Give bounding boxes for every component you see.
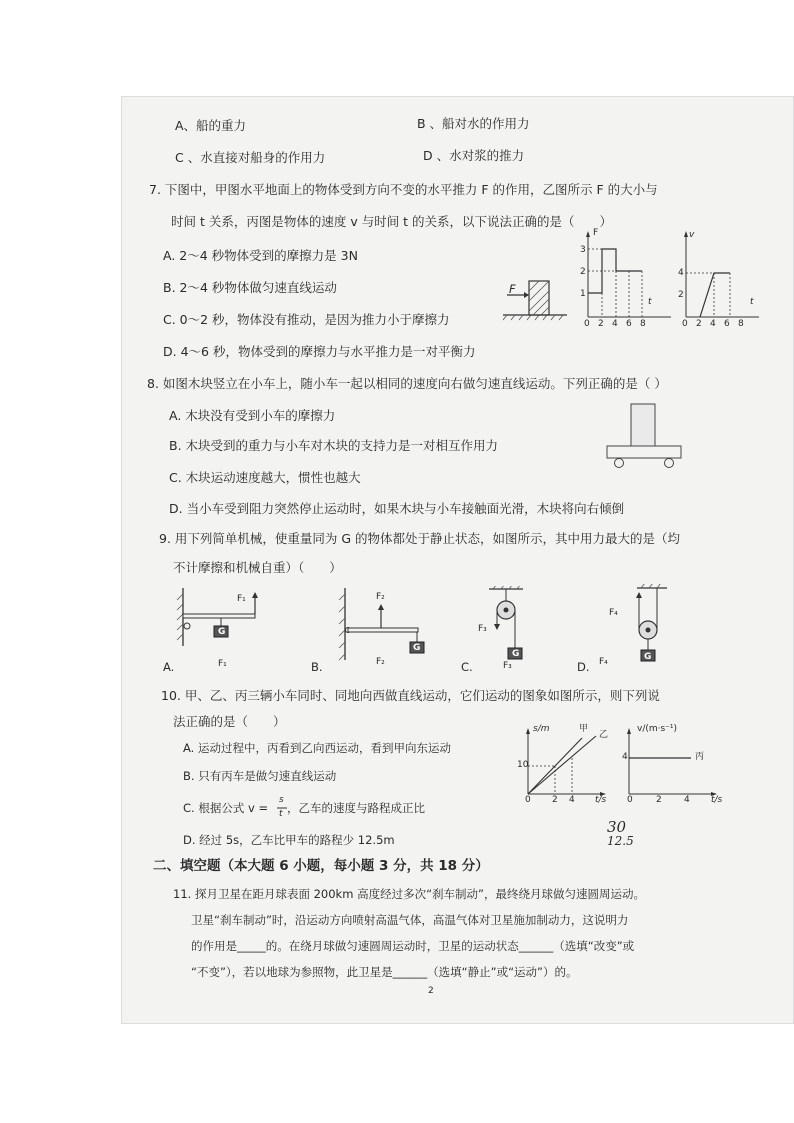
q10-v-graph-xtick: 4: [684, 795, 690, 805]
q9-b-label: B.: [311, 660, 323, 674]
q9-d-label: D.: [577, 660, 590, 674]
q7-f-graph-xlabel: t: [648, 297, 652, 307]
q9-b-force-bottom: F₂: [376, 657, 385, 667]
q10-option-c-numerator: s: [279, 795, 284, 805]
q9-c-weight-label: G: [512, 649, 520, 659]
q9-d-force-label: F₄: [609, 608, 618, 618]
q7-f-graph-ylabel: F: [593, 228, 599, 238]
q9-c-label: C.: [461, 660, 473, 674]
q6-option-a: A、船的重力: [175, 118, 247, 133]
q10-s-graph-xtick: 0: [525, 795, 531, 805]
q8-option-a: A. 木块没有受到小车的摩擦力: [169, 408, 336, 423]
q9-stem-line1: 9. 用下列简单机械，使重量同为 G 的物体都处于静止状态，如图所示，其中用力最大的是（均: [159, 531, 681, 546]
q10-stem-line1: 10. 甲、乙、丙三辆小车同时、同地向西做直线运动，它们运动的图象如图所示，则下列说: [161, 688, 660, 703]
q7-stem-line2: 时间 t 关系，丙图是物体的速度 v 与时间 t 的关系，以下说法正确的是（ ）: [171, 214, 613, 229]
q7-stem-line1: 7. 下图中，甲图水平地面上的物体受到方向不变的水平推力 F 的作用，乙图所示 F 的大小与: [149, 182, 658, 197]
q10-line-yi-label: 乙: [599, 730, 609, 740]
q10-option-d: D. 经过 5s，乙车比甲车的路程少 12.5m: [183, 833, 395, 847]
q6-option-b: B 、船对水的作用力: [417, 116, 530, 131]
q10-v-graph-xlabel: t/s: [711, 795, 723, 805]
q7-option-b: B. 2～4 秒物体做匀速直线运动: [163, 280, 337, 295]
q7-f-graph-xtick: 2: [598, 319, 604, 329]
q10-s-graph-ylabel: s/m: [533, 724, 550, 734]
q10-s-graph-xtick: 4: [569, 795, 575, 805]
q9-a-force-label: F₁: [237, 594, 246, 604]
q7-f-graph-xtick: 8: [640, 319, 646, 329]
q10-option-c-suffix: ，乙车的速度与路程成正比: [287, 801, 425, 815]
q10-option-a: A. 运动过程中，丙看到乙向西运动，看到甲向东运动: [183, 741, 451, 755]
q7-f-graph-xtick: 0: [584, 319, 590, 329]
handwritten-note-30: 30: [607, 818, 627, 836]
q10-option-b: B. 只有丙车是做匀速直线运动: [183, 769, 337, 783]
q9-b-force-label: F₂: [376, 592, 385, 602]
q9-b-weight-label: G: [413, 643, 421, 653]
q8-cart-figure: [605, 402, 685, 472]
q6-option-c: C 、水直接对船身的作用力: [175, 150, 326, 165]
q7-f-graph-ytick: 3: [580, 245, 586, 255]
q11-line3: 的作用是_____的。在绕月球做匀速圆周运动时，卫星的运动状态______（选填“改变”或: [191, 939, 635, 953]
q7-velocity-time-graph: [674, 229, 764, 329]
q7-option-c: C. 0～2 秒，物体没有推动，是因为推力小于摩擦力: [163, 312, 450, 327]
q9-a-weight-label: G: [218, 627, 226, 637]
q9-c-force-label: F₃: [478, 624, 487, 634]
q9-a-force-bottom: F₁: [218, 659, 227, 669]
q6-option-d: D 、水对浆的推力: [423, 148, 525, 163]
q7-v-graph-xtick: 4: [710, 319, 716, 329]
q10-v-graph-xtick: 0: [627, 795, 633, 805]
q8-stem: 8. 如图木块竖立在小车上，随小车一起以相同的速度向右做匀速直线运动。下列正确的是（ ）: [147, 376, 667, 391]
q7-option-d: D. 4～6 秒，物体受到的摩擦力与水平推力是一对平衡力: [163, 344, 476, 359]
exam-page: [121, 96, 794, 1024]
q11-line1: 11. 探月卫星在距月球表面 200km 高度经过多次“刹车制动”，最终绕月球做匀速圆周运动。: [173, 887, 645, 901]
q7-f-graph-ytick: 1: [580, 289, 586, 299]
q8-option-b: B. 木块受到的重力与小车对木块的支持力是一对相互作用力: [169, 438, 499, 453]
q9-a-label: A.: [163, 660, 175, 674]
q9-c-force-bottom: F₃: [503, 661, 512, 671]
q7-f-graph-xtick: 4: [612, 319, 618, 329]
q10-v-graph-ylabel: v/(m·s⁻¹): [637, 724, 678, 734]
q11-line4: “不变”），若以地球为参照物，此卫星是______（选填“静止”或“运动”）的。: [191, 965, 578, 979]
section-2-heading: 二、填空题（本大题 6 小题，每小题 3 分，共 18 分）: [153, 858, 489, 874]
q9-d-force-bottom: F₄: [599, 657, 608, 667]
q8-option-c: C. 木块运动速度越大，惯性也越大: [169, 470, 361, 485]
q7-force-label: F: [509, 282, 516, 296]
q9-figure-a-lever: [169, 586, 269, 666]
q10-s-graph-ytick: 10: [517, 760, 529, 770]
q7-v-graph-ytick: 2: [678, 290, 684, 300]
q7-force-time-graph: [576, 229, 676, 329]
q7-v-graph-xtick: 6: [724, 319, 730, 329]
q7-v-graph-ylabel: v: [689, 230, 695, 240]
q7-f-graph-xtick: 6: [626, 319, 632, 329]
q9-figure-d-pulley: [613, 584, 673, 668]
q7-v-graph-xtick: 0: [682, 319, 688, 329]
q7-f-graph-ytick: 2: [580, 267, 586, 277]
q10-option-c-prefix: C. 根据公式 v =: [183, 801, 269, 815]
page-number: 2: [428, 986, 434, 996]
q11-line2: 卫星“刹车制动”时，沿运动方向喷射高温气体，高温气体对卫星施加制动力，这说明力: [191, 913, 629, 927]
q10-line-jia-label: 甲: [579, 724, 589, 734]
handwritten-note-12-5: 12.5: [607, 834, 634, 848]
q7-v-graph-xlabel: t: [750, 297, 754, 307]
q10-velocity-time-graph: [621, 726, 726, 806]
q7-v-graph-xtick: 2: [696, 319, 702, 329]
q7-v-graph-xtick: 8: [738, 319, 744, 329]
q10-v-graph-ytick: 4: [622, 752, 628, 762]
q9-stem-line2: 不计摩擦和机械自重）（ ）: [173, 560, 342, 575]
q10-v-graph-xtick: 2: [656, 795, 662, 805]
q9-d-weight-label: G: [644, 652, 652, 662]
q10-line-bing-label: 丙: [695, 752, 705, 762]
q8-option-d: D. 当小车受到阻力突然停止运动时，如果木块与小车接触面光滑，木块将向右倾倒: [169, 501, 625, 516]
q10-stem-line2: 法正确的是（ ）: [173, 714, 286, 729]
q7-option-a: A. 2～4 秒物体受到的摩擦力是 3N: [163, 248, 358, 263]
q10-option-c-denominator: t: [279, 809, 283, 819]
q10-s-graph-xtick: 2: [552, 795, 558, 805]
q7-v-graph-ytick: 4: [678, 268, 684, 278]
q10-s-graph-xlabel: t/s: [595, 795, 607, 805]
